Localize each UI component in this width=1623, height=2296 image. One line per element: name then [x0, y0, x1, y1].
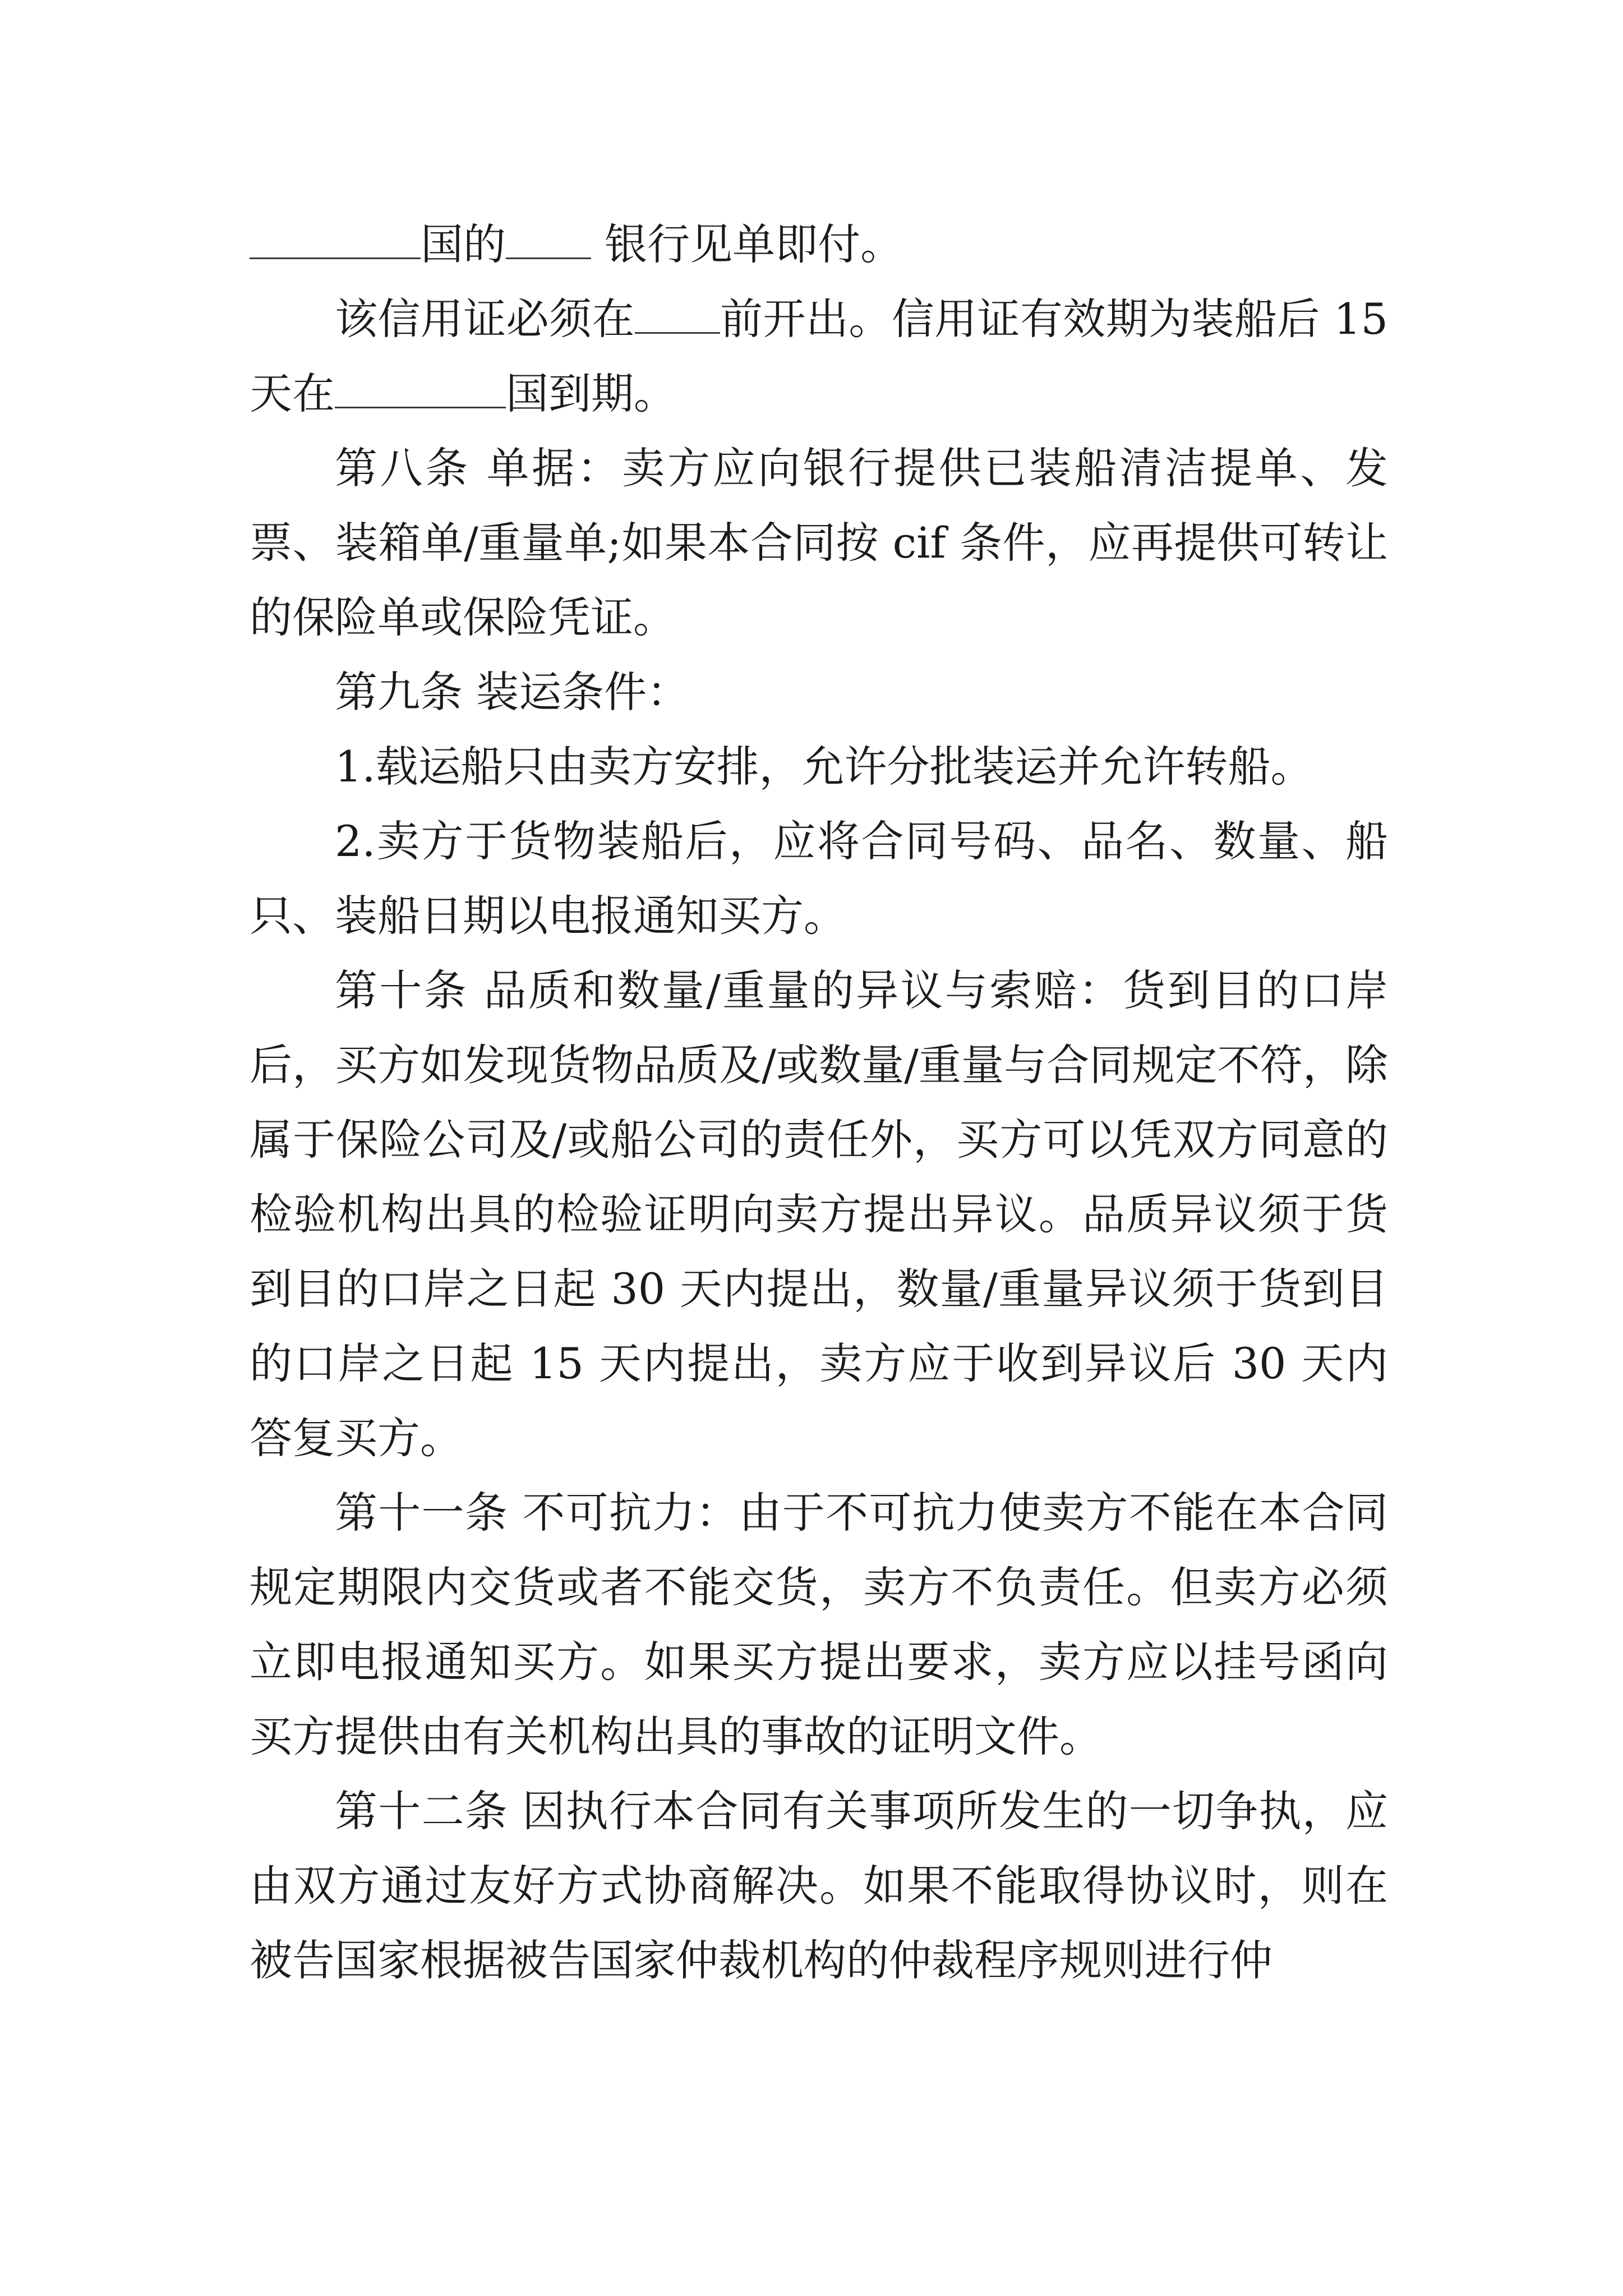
- paragraph-p1: [250, 207, 1388, 282]
- paragraph-text: 银行见单即付。: [591, 219, 903, 269]
- paragraph-text: 该信用证必须在: [335, 294, 635, 344]
- paragraph-text: 前开出。信用证有效期为装船后 15 天在: [250, 294, 1388, 418]
- fill-in-blank: [335, 369, 506, 408]
- paragraph-p8: [250, 1475, 1388, 1774]
- paragraph-text: 国到期。: [506, 369, 676, 418]
- paragraph-text: 第九条 装运条件：: [335, 667, 690, 717]
- paragraph-text: 第八条 单据：卖方应向银行提供已装船清洁提单、发票、装箱单/重量单;如果本合同按 cif 条件，应再提供可转让的保险单或保险凭证。: [250, 443, 1388, 642]
- paragraph-text: 国的: [421, 219, 506, 269]
- paragraph-text: 第十条 品质和数量/重量的异议与索赔：货到目的口岸后，买方如发现货物品质及/或数量/重量与合同规定不符，除属于保险公司及/或船公司的责任外，买方可以凭双方同意的检验机构出具的检验证明向卖方提出异议。品质异议须于货到目的口岸之日起 30 天内提出，数量/重量异议须于货到目的口岸之日起 15 天内提出，卖方应于收到异议后 30 天内答复买方。: [250, 965, 1388, 1463]
- paragraph-text: 第十一条 不可抗力：由于不可抗力使卖方不能在本合同规定期限内交货或者不能交货，卖方不负责任。但卖方必须立即电报通知买方。如果买方提出要求，卖方应以挂号函向买方提供由有关机构出具的事故的证明文件。: [250, 1488, 1388, 1761]
- paragraph-text: 1.载运船只由卖方安排，允许分批装运并允许转船。: [335, 742, 1313, 792]
- paragraph-p9: [250, 1774, 1388, 1998]
- fill-in-blank: [250, 219, 421, 259]
- paragraph-p3: [250, 431, 1388, 655]
- fill-in-blank: [506, 219, 591, 259]
- paragraph-text: 2.卖方于货物装船后，应将合同号码、品名、数量、船只、装船日期以电报通知买方。: [250, 816, 1388, 941]
- document-body: [250, 207, 1388, 1998]
- paragraph-text: 第十二条 因执行本合同有关事项所发生的一切争执，应由双方通过友好方式协商解决。如果不能取得协议时，则在被告国家根据被告国家仲裁机构的仲裁程序规则进行仲: [250, 1786, 1388, 1985]
- paragraph-p6: [250, 804, 1388, 953]
- fill-in-blank: [635, 294, 720, 334]
- paragraph-p7: [250, 953, 1388, 1475]
- paragraph-p4: [250, 655, 1388, 729]
- paragraph-p5: [250, 729, 1388, 804]
- paragraph-p2: [250, 282, 1388, 431]
